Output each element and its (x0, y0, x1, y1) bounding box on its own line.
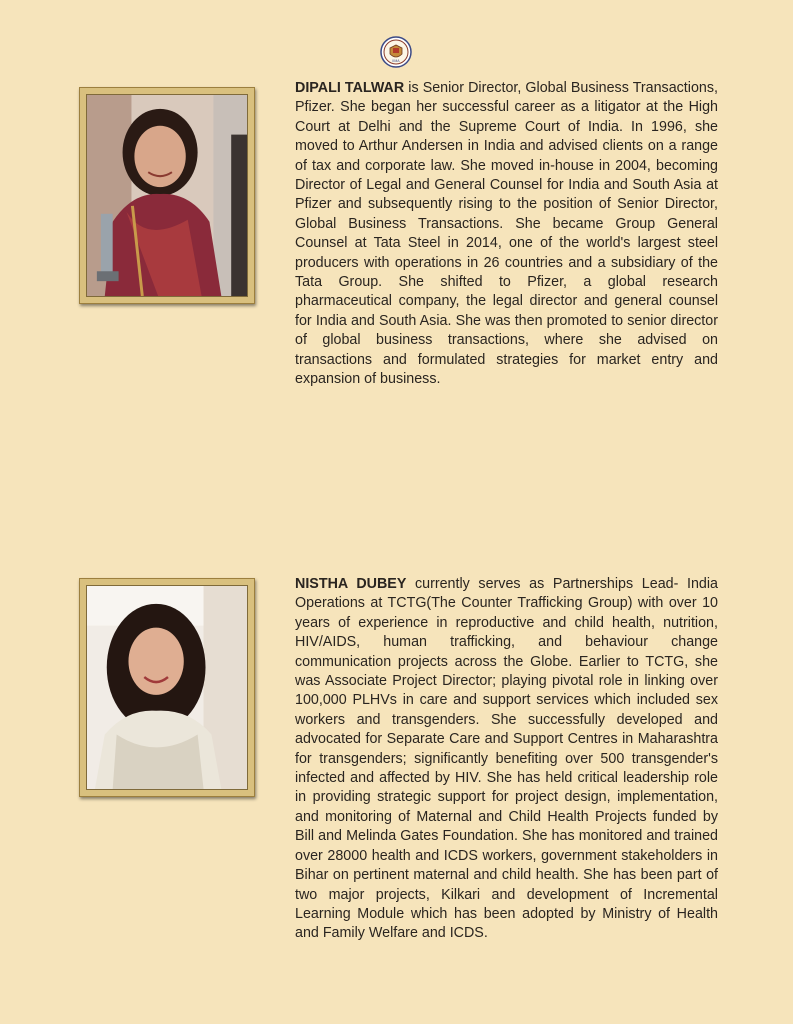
profile-photo-nistha-dubey (79, 578, 255, 797)
portrait-photo (87, 95, 247, 296)
profile-bio-dipali-talwar (295, 79, 718, 390)
profile-name: NISTHA DUBEY (295, 576, 407, 592)
emblem-seal-icon (380, 36, 412, 68)
profile-bio-text: currently serves as Partnerships Lead- India Operations at TCTG(The Counter Trafficking Group) with over 10 years of experience in reproductive and child health, nutrition, HIV/AIDS, human trafficking, and behaviour change communication projects across the Globe. Earlier to TCTG, she was Associate Project Director; playing pivotal role in linking over 100,000 PLHVs in care and support services which included sex workers and transgenders. She successfully developed and advocated for Separate Care and Support Centres in Maharashtra for transgenders; significantly benefiting over 500 transgender's infected and affected by HIV. She has held critical leadership role in providing strategic support for project design, implementation, and monitoring of Maternal and Child Health Projects funded by Bill and Melinda Gates Foundation. She has monitored and trained over 28000 health and ICDS workers, government stakeholders in Bihar on pertinent maternal and child health. She has been part of two major projects, Kilkari and development of Incremental Learning Module which has been adopted by Ministry of Health and Family Welfare and ICDS. (295, 576, 718, 942)
emblem-text: IIMA (392, 59, 400, 63)
profile-name: DIPALI TALWAR (295, 80, 405, 96)
profile-photo-dipali-talwar (79, 87, 255, 304)
profile-bio-text: is Senior Director, Global Business Transactions, Pfizer. She began her successful career as a litigator at the High Court at Delhi and the Supreme Court of India. In 1996, she moved to Arthur Andersen in India and advised clients on a range of tax and corporate law. She moved in-house in 2004, becoming Director of Legal and General Counsel for India and South Asia at Pfizer and subsequently rising to the position of Senior Director, Global Business Transactions. She became Group General Counsel at Tata Steel in 2014, one of the world's largest steel producers with operations in 26 countries and a subsidiary of the Tata Group. She shifted to Pfizer, a global research pharmaceutical company, the legal director and general counsel for India and South Asia. She was then promoted to senior director of global business transactions, where she advised on transactions and formulated strategies for market entry and expansion of business. (295, 80, 718, 388)
profile-bio-nistha-dubey (295, 575, 718, 944)
portrait-photo (87, 586, 247, 789)
